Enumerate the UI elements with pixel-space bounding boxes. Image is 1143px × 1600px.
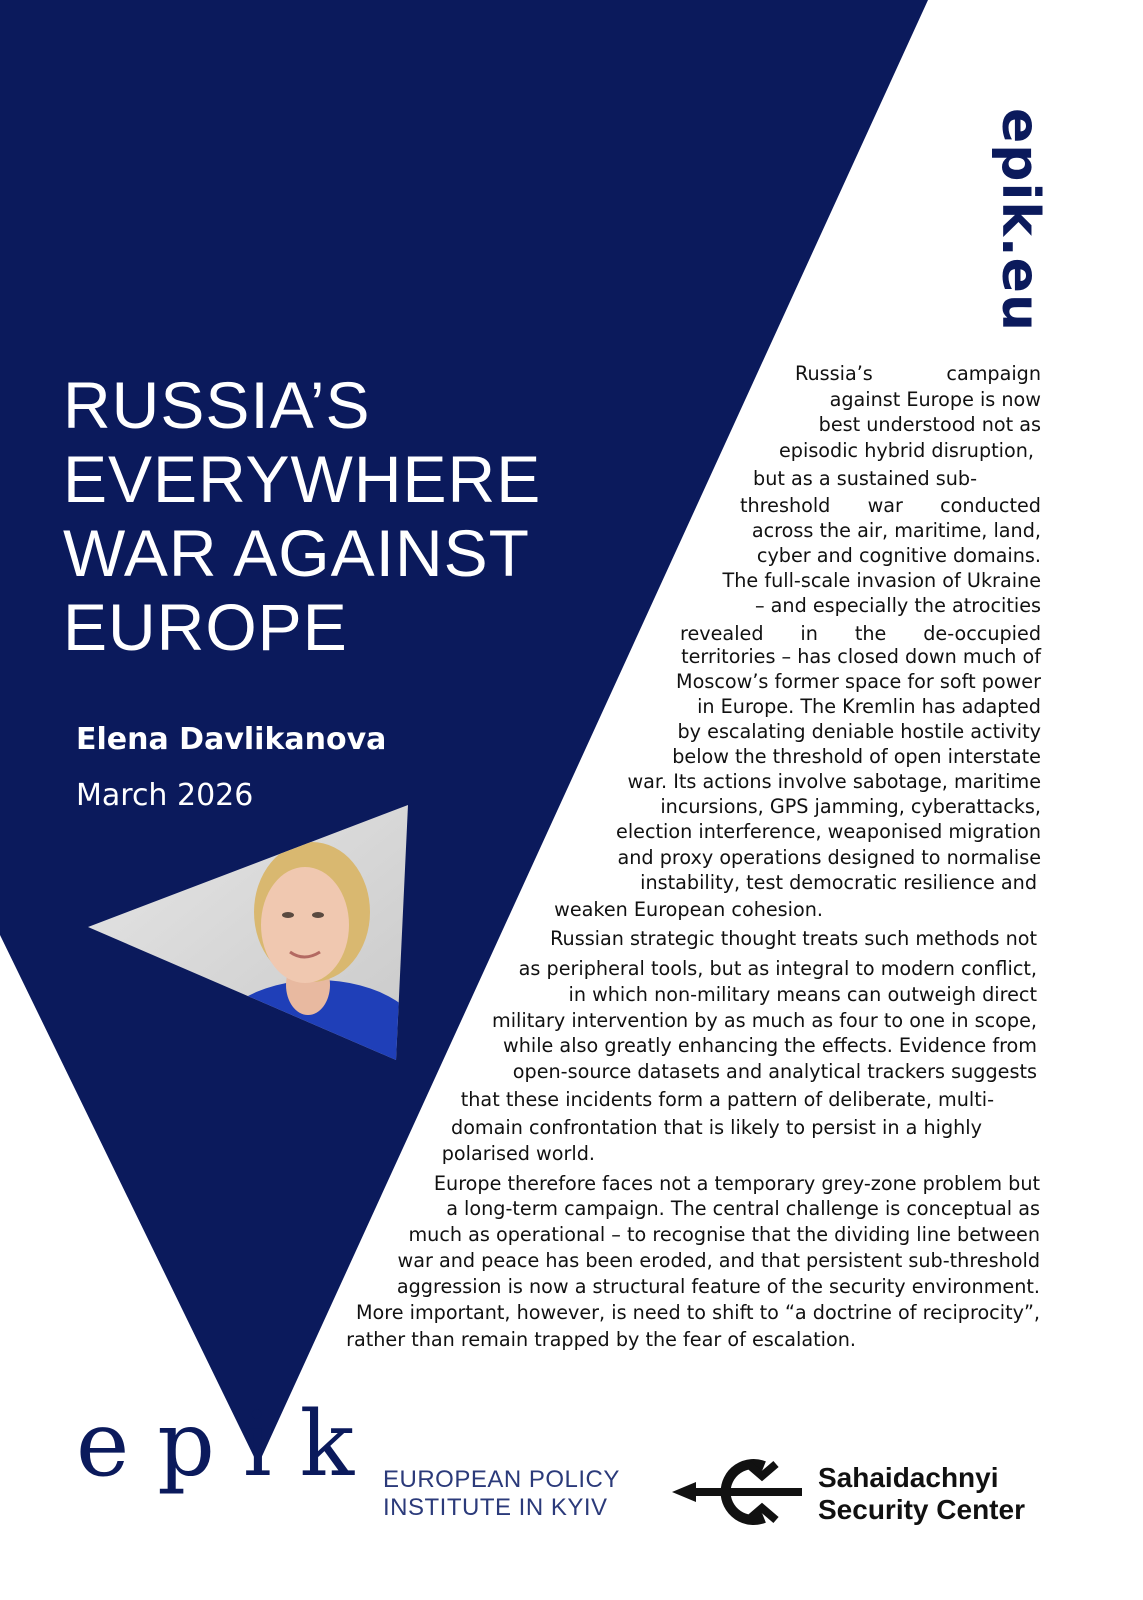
ssc-logo-icon [672, 1456, 802, 1528]
body-text-line: a long-term campaign. The central challenge is conceptual as [446, 1197, 1040, 1220]
body-text-line: best understood not as [818, 413, 1041, 436]
body-text-line: in which non-military means can outweigh direct [568, 983, 1037, 1006]
body-text-line: war and peace has been eroded, and that persistent sub-threshold [397, 1249, 1040, 1272]
epik-logo: epik [76, 1392, 383, 1497]
body-text-line: open-source datasets and analytical trackers suggests [512, 1060, 1037, 1083]
body-text-line [795, 362, 1041, 386]
body-text-line: military intervention by as much as four to one in scope, [492, 1009, 1037, 1032]
title-line: WAR AGAINST [63, 516, 530, 590]
body-text-line: and proxy operations designed to normalise [617, 846, 1041, 869]
body-word: Russia’s [795, 362, 873, 385]
ssc-name-line: Sahaidachnyi [818, 1462, 999, 1493]
body-word: war [867, 494, 903, 517]
body-text-line: in Europe. The Kremlin has adapted [697, 695, 1041, 718]
body-text-line: below the threshold of open interstate [672, 745, 1041, 768]
body-text-line: Moscow’s former space for soft power [676, 670, 1041, 693]
body-text-line: Europe therefore faces not a temporary grey-zone problem but [433, 1172, 1040, 1195]
body-text-line [680, 622, 1041, 646]
body-text-line: territories – has closed down much of [681, 645, 1041, 668]
body-text-line: episodic hybrid disruption, [779, 439, 1034, 462]
institute-line: INSTITUTE IN KYIV [383, 1494, 608, 1521]
body-text-line: much as operational – to recognise that the dividing line between [408, 1223, 1040, 1246]
body-text-line: aggression is now a structural feature of the security environment. [396, 1275, 1040, 1298]
body-text-line: across the air, maritime, land, [751, 519, 1041, 542]
body-word: the [854, 622, 887, 645]
body-text-line: as peripheral tools, but as integral to modern conflict, [518, 957, 1037, 980]
title-line: EVERYWHERE [63, 442, 542, 516]
body-text-line: by escalating deniable hostile activity [677, 720, 1041, 743]
page-title [63, 368, 623, 664]
body-text-line: weaken European cohesion. [554, 898, 823, 921]
body-word: in [800, 622, 818, 645]
institute-line: EUROPEAN POLICY [383, 1466, 620, 1493]
body-text-line: More important, however, is need to shift to “a doctrine of reciprocity”, [355, 1301, 1040, 1324]
body-word: threshold [740, 494, 831, 517]
photo-left-eye [282, 912, 294, 918]
body-word: revealed [680, 622, 764, 645]
author-name: Elena Davlikanova [76, 722, 387, 757]
body-word: conducted [940, 494, 1041, 517]
body-text-line: against Europe is now [829, 388, 1041, 411]
body-text-line: instability, test democratic resilience and [640, 871, 1037, 894]
site-url-vertical[interactable]: epik.eu [990, 108, 1050, 332]
body-text-line: The full-scale invasion of Ukraine [722, 569, 1041, 592]
body-word: campaign [946, 362, 1041, 385]
body-text-line: Russian strategic thought treats such methods not [550, 927, 1037, 950]
body-text-line: that these incidents form a pattern of deliberate, multi- [460, 1088, 994, 1111]
body-text-line: polarised world. [441, 1142, 595, 1165]
body-text-line [740, 494, 1041, 518]
body-text-line: rather than remain trapped by the fear of escalation. [346, 1328, 856, 1351]
body-text-line: cyber and cognitive domains. [756, 544, 1041, 567]
body-text-line: election interference, weaponised migration [616, 820, 1041, 843]
body-text-line: domain confrontation that is likely to persist in a highly [451, 1116, 982, 1139]
body-text-line: war. Its actions involve sabotage, maritime [627, 770, 1041, 793]
ssc-name [818, 1462, 1025, 1526]
body-text-line: while also greatly enhancing the effects. Evidence from [503, 1034, 1037, 1057]
body-text-line: incursions, GPS jamming, cyberattacks, [660, 795, 1041, 818]
ssc-name-line: Security Center [818, 1494, 1025, 1525]
body-word: de-occupied [923, 622, 1041, 645]
title-line: EUROPE [63, 590, 348, 664]
publication-date: March 2026 [76, 778, 254, 813]
photo-face [261, 867, 349, 983]
title-line: RUSSIA’S [63, 368, 371, 442]
body-text-line: – and especially the atrocities [754, 594, 1041, 617]
photo-right-eye [312, 912, 324, 918]
institute-name [383, 1466, 620, 1522]
body-text-line: but as a sustained sub- [753, 467, 977, 490]
